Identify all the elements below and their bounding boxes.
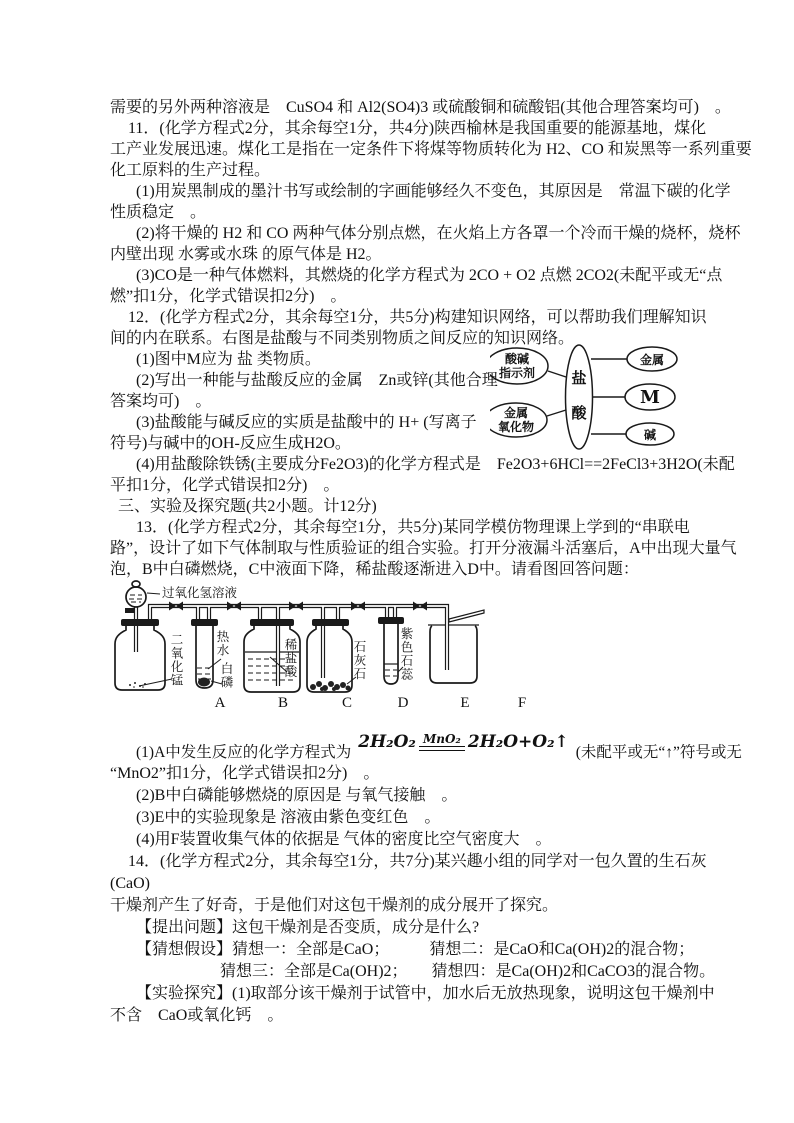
base-label: 碱 [643, 428, 657, 442]
dilute-acid-label: 稀盐酸 [283, 638, 297, 679]
glass-cover-plate [449, 610, 484, 622]
limestone-rocks [310, 681, 351, 691]
text-line: (3)CO是一种气体燃料，其燃烧的化学方程式为 2CO + O2 点燃 2CO2(未配平或无“点 [136, 267, 723, 284]
text-line: 性质稳定 。 [110, 204, 207, 221]
text-line: 路”，设计了如下气体制取与性质验证的组合实验。打开分液漏斗活塞后，A中出现大量气 [110, 540, 737, 557]
equation-condition [419, 733, 465, 752]
hot-water-label: 热水 [215, 630, 229, 657]
text-line: 14．(化学方程式2分，其余每空1分，共7分)某兴趣小组的同学对一包久置的生石灰 [128, 853, 707, 870]
text-line: 【猜想假设】猜想一：全部是CaO； 猜想二：是CaO和Ca(OH)2的混合物； [136, 941, 695, 958]
text-line: (1)图中M应为 盐 类物质。 [136, 351, 321, 368]
apparatus-diagram [110, 580, 580, 712]
rubber-stoppers [121, 617, 404, 626]
text-line: (4)用盐酸除铁锈(主要成分Fe2O3)的化学方程式是 Fe2O3+6HCl==2FeCl3+3H2O(未配 [136, 456, 735, 473]
vessel-letter-c: C [341, 695, 353, 711]
text-line: 工产业发展迅速。煤化工是指在一定条件下将煤等物质转化为 H2、CO 和炭黑等一系列重要 [110, 141, 752, 158]
text-line: (1)用炭黑制成的墨汁书写或绘制的字画能够经久不变色，其原因是 常温下碳的化学 [136, 183, 731, 200]
equation-suffix-text: (未配平或无“↑”符号或无 [575, 744, 742, 761]
equation-catalyst: MnO₂ [423, 731, 461, 746]
q13-equation-line [136, 719, 742, 763]
white-phosphorus-label: 白磷 [219, 662, 233, 689]
text-line: 答案均可) 。 [110, 393, 212, 410]
text-line: 13．(化学方程式2分，其余每空1分，共5分)某同学模仿物理课上学到的“串联电 [136, 519, 690, 536]
text-line: (2)B中白磷能够燃烧的原因是 与氧气接触 。 [136, 787, 458, 804]
vessel-letter-b: B [277, 695, 289, 711]
text-line: (2)将干燥的 H2 和 CO 两种气体分别点燃，在火焰上方各罩一个冷而干燥的烧杯，烧杯 [136, 225, 741, 242]
text-line: 间的内在联系。右图是盐酸与不同类别物质之间反应的知识网络。 [110, 330, 575, 347]
limestone-bottle [307, 626, 352, 692]
chemical-equation [358, 732, 568, 752]
text-line: 【提出问题】这包干燥剂是否变质，成分是什么? [136, 919, 480, 936]
m-label: M [640, 387, 660, 408]
text-line: (3)盐酸能与碱反应的实质是盐酸中的 H+ (写离子 [136, 414, 477, 431]
text-line: (3)E中的实验现象是 溶液由紫色变红色 。 [136, 809, 441, 826]
text-line: 【实验探究】(1)取部分该干燥剂于试管中，加水后无放热现象，说明这包干燥剂中 [136, 985, 715, 1002]
equation-lhs: 2H₂O₂ [358, 732, 416, 752]
text-line: 三、实验及探究题(共2小题。计12分) [118, 498, 377, 515]
indicator-label-line2: 指示剂 [498, 366, 536, 380]
text-line: (4)用F装置收集气体的依据是 气体的密度比空气密度大 。 [136, 831, 552, 848]
text-line: 12．(化学方程式2分，其余每空1分，共5分)构建知识网络，可以帮助我们理解知识 [128, 309, 707, 326]
metal-label: 金属 [639, 353, 665, 367]
litmus-label: 紫色石蕊 [399, 627, 413, 681]
text-line: 泡，B中白磷燃烧，C中液面下降，稀盐酸逐渐进入D中。请看图回答问题： [110, 561, 639, 578]
text-line: 11．(化学方程式2分，其余每空1分，共4分)陕西榆林是我国重要的能源基地，煤化 [128, 120, 707, 137]
test-tube-litmus [384, 624, 398, 684]
acid-label-char2: 酸 [571, 406, 587, 422]
vessel-letter-a: A [214, 695, 226, 711]
text-line: 化工原料的生产过程。 [110, 162, 271, 179]
vessel-letter-e: E [460, 695, 470, 711]
text-line: 内壁出现 水雾或水珠 的原气体是 H2。 [110, 246, 382, 263]
funnel-label: 过氧化氢溶液 [162, 586, 238, 600]
collecting-bottle [428, 610, 484, 683]
stopcock [125, 608, 134, 613]
metal-oxide-label-line2: 氧化物 [497, 420, 535, 434]
text-line: (CaO) [110, 875, 150, 892]
knowledge-network-diagram [490, 331, 690, 453]
generator-label: 二氧化锰 [169, 633, 183, 687]
acid-label-char1: 盐 [571, 371, 587, 387]
white-phosphorus-blob [198, 678, 210, 687]
generator-bottle [115, 626, 165, 690]
limestone-label: 石灰石 [352, 640, 366, 681]
test-tube-phosphorus [196, 626, 213, 688]
vessel-letter-f: F [517, 695, 527, 711]
text-line: 猜想三：全部是Ca(OH)2； 猜想四：是Ca(OH)2和CaCO3的混合物。 [220, 963, 716, 980]
text-block-bottom [110, 763, 716, 1027]
vessel-letter-d: D [397, 695, 409, 711]
double-line-icon [419, 746, 465, 751]
indicator-label-line1: 酸碱 [504, 352, 530, 366]
text-line: “MnO2”扣1分，化学式错误扣2分) 。 [110, 765, 380, 782]
text-line: 需要的另外两种溶液是 CuSO4 和 Al2(SO4)3 或硫酸铜和硫酸铝(其他合理答案均可) 。 [110, 99, 731, 116]
document-content [110, 97, 752, 1027]
text-line: (2)写出一种能与盐酸反应的金属 Zn或锌(其他合理 [136, 372, 498, 389]
text-line: 不含 CaO或氧化钙 。 [110, 1007, 284, 1024]
text-line: 干燥剂产生了好奇，于是他们对这包干燥剂的成分展开了探究。 [110, 897, 559, 914]
text-line: 平扣1分，化学式错误扣2分) 。 [110, 477, 340, 494]
text-line: 符号)与碱中的OH-反应生成H2O。 [110, 435, 351, 452]
text-line: 燃”扣1分，化学式错误扣2分) 。 [110, 288, 347, 305]
equation-rhs: 2H₂O+O₂↑ [467, 732, 569, 752]
metal-oxide-label-line1: 金属 [503, 406, 529, 420]
node-hydrochloric-acid [566, 345, 593, 449]
equation-prefix-text: (1)A中发生反应的化学方程式为 [136, 744, 352, 761]
